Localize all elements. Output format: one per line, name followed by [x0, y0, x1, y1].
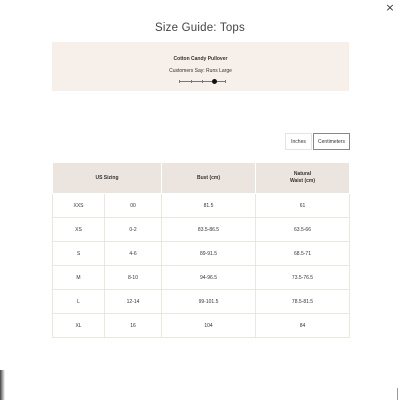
- bust-cell: 99-101.5: [162, 290, 256, 314]
- us-size-cell: 8-10: [105, 266, 162, 290]
- product-fit-panel: [52, 42, 349, 91]
- size-cell: XXS: [53, 194, 105, 218]
- header-waist-line2: Waist (cm): [289, 178, 316, 184]
- table-row: [53, 194, 350, 218]
- fit-scale-selected-dot: [212, 79, 217, 84]
- table-row: [53, 266, 350, 290]
- fit-scale-tick: [179, 80, 180, 83]
- size-cell: XS: [53, 218, 105, 242]
- waist-cell: 63.5-66: [256, 218, 350, 242]
- table-row: [53, 290, 350, 314]
- unit-toggle: [285, 133, 350, 150]
- fit-feedback-text: Customers Say: Runs Large: [169, 68, 232, 74]
- background-edge: [0, 370, 5, 400]
- page-title: Size Guide: Tops: [155, 22, 245, 34]
- table-row: [53, 242, 350, 266]
- header-waist: [256, 163, 350, 194]
- size-chart-table: [52, 162, 350, 338]
- table-header-row: [53, 163, 350, 194]
- waist-cell: 73.5-76.5: [256, 266, 350, 290]
- size-cell: S: [53, 242, 105, 266]
- size-cell: L: [53, 290, 105, 314]
- us-size-cell: 0-2: [105, 218, 162, 242]
- product-name: Cotton Candy Pullover: [173, 56, 228, 62]
- us-size-cell: 00: [105, 194, 162, 218]
- fit-scale-tick: [191, 80, 192, 83]
- header-us-sizing: US Sizing: [53, 163, 162, 194]
- header-bust: Bust (cm): [162, 163, 256, 194]
- bust-cell: 81.5: [162, 194, 256, 218]
- fit-scale: [179, 79, 226, 84]
- waist-cell: 78.5-81.5: [256, 290, 350, 314]
- size-cell: XL: [53, 314, 105, 338]
- waist-cell: 84: [256, 314, 350, 338]
- us-size-cell: 12-14: [105, 290, 162, 314]
- table-row: [53, 314, 350, 338]
- fit-scale-tick: [225, 80, 226, 83]
- bust-cell: 104: [162, 314, 256, 338]
- close-icon[interactable]: ×: [385, 1, 395, 14]
- bust-cell: 89-91.5: [162, 242, 256, 266]
- table-row: [53, 218, 350, 242]
- waist-cell: 61: [256, 194, 350, 218]
- us-size-cell: 4-6: [105, 242, 162, 266]
- bust-cell: 94-96.5: [162, 266, 256, 290]
- size-cell: M: [53, 266, 105, 290]
- scrollbar-edge: [397, 388, 398, 400]
- inches-button[interactable]: Inches: [285, 133, 312, 150]
- fit-scale-tick: [202, 80, 203, 83]
- centimeters-button[interactable]: Centimeters: [313, 133, 350, 150]
- header-waist-line1: Natural: [293, 171, 312, 177]
- waist-cell: 68.5-71: [256, 242, 350, 266]
- us-size-cell: 16: [105, 314, 162, 338]
- bust-cell: 83.5-86.5: [162, 218, 256, 242]
